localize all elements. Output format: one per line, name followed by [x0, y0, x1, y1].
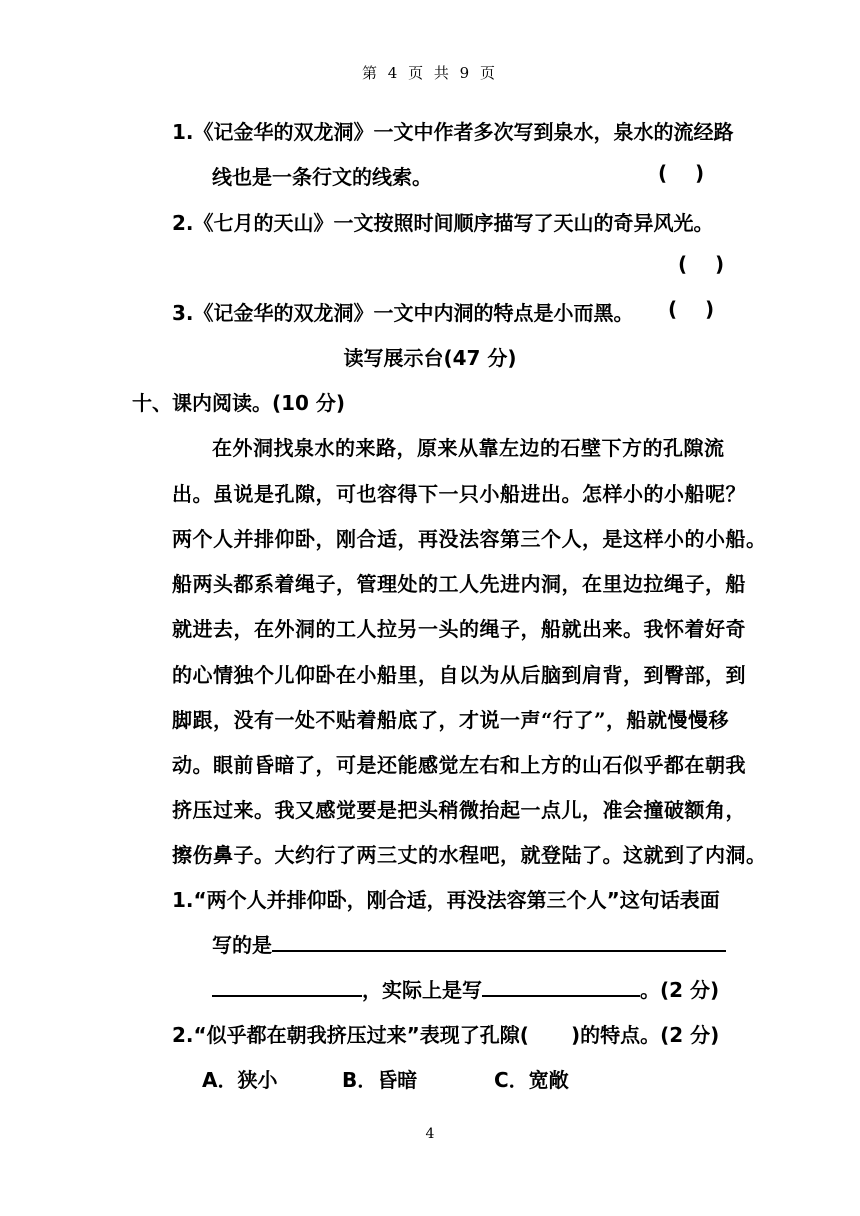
passage-line: 脚跟，没有一处不贴着船底了，才说一声“行了”，船就慢慢移	[172, 708, 730, 732]
passage-line: 在外洞找泉水的来路，原来从靠左边的石壁下方的孔隙流	[212, 436, 725, 460]
judge-question-3: 3.《记金华的双龙洞》一文中内洞的特点是小而黑。	[172, 301, 634, 325]
answer-blank-3[interactable]	[482, 975, 640, 997]
answer-parentheses-3[interactable]: ( )	[668, 297, 715, 321]
option-b[interactable]: B．昏暗	[342, 1068, 418, 1092]
passage-line: 出。虽说是孔隙，可也容得下一只小船进出。怎样小的小船呢？	[172, 482, 746, 506]
answer-parentheses-2[interactable]: ( )	[678, 252, 725, 276]
passage-line: 的心情独个儿仰卧在小船里，自以为从后脑到肩背，到臀部，到	[172, 663, 746, 687]
part-10-heading: 十、课内阅读。(10 分)	[132, 391, 346, 415]
page-header: 第 4 页 共 9 页	[362, 64, 498, 82]
reading-question-1-line-3	[212, 974, 719, 1003]
answer-blank-2[interactable]	[212, 975, 362, 997]
answer-parentheses-1[interactable]: ( )	[658, 161, 705, 185]
page-number: 4	[425, 1126, 435, 1142]
passage-line: 就进去，在外洞的工人拉另一头的绳子，船就出来。我怀着好奇	[172, 617, 746, 641]
reading-question-1-suffix: 。(2 分)	[640, 978, 720, 1002]
answer-blank-1[interactable]	[272, 930, 726, 952]
judge-question-1-line-1: 1.《记金华的双龙洞》一文中作者多次写到泉水，泉水的流经路	[172, 120, 734, 144]
passage-line: 两个人并排仰卧，刚合适，再没法容第三个人，是这样小的小船。	[172, 527, 767, 551]
reading-question-2	[172, 1019, 719, 1048]
judge-question-2: 2.《七月的天山》一文按照时间顺序描写了天山的奇异风光。	[172, 211, 714, 235]
reading-question-1-mid: ，实际上是写	[362, 978, 482, 1002]
passage-line: 挤压过来。我又感觉要是把头稍微抬起一点儿，准会撞破额角，	[172, 798, 746, 822]
judge-question-1-line-2: 线也是一条行文的线索。	[212, 165, 432, 189]
reading-question-1-line-1: 1.“两个人并排仰卧，刚合适，再没法容第三个人”这句话表面	[172, 888, 720, 912]
option-a[interactable]: A．狭小	[202, 1068, 278, 1092]
passage-line: 船两头都系着绳子，管理处的工人先进内洞，在里边拉绳子，船	[172, 572, 746, 596]
passage-line: 动。眼前昏暗了，可是还能感觉左右和上方的山石似乎都在朝我	[172, 753, 746, 777]
reading-question-1-prefix: 写的是	[212, 933, 272, 957]
reading-question-2-prefix: 2.“似乎都在朝我挤压过来”表现了孔隙(	[172, 1023, 529, 1047]
option-c[interactable]: C．宽敞	[494, 1068, 569, 1092]
passage-line: 擦伤鼻子。大约行了两三丈的水程吧，就登陆了。这就到了内洞。	[172, 843, 767, 867]
reading-question-1-line-2	[212, 929, 726, 958]
section-title: 读写展示台(47 分)	[343, 346, 517, 370]
reading-question-2-suffix: )的特点。(2 分)	[570, 1023, 720, 1047]
